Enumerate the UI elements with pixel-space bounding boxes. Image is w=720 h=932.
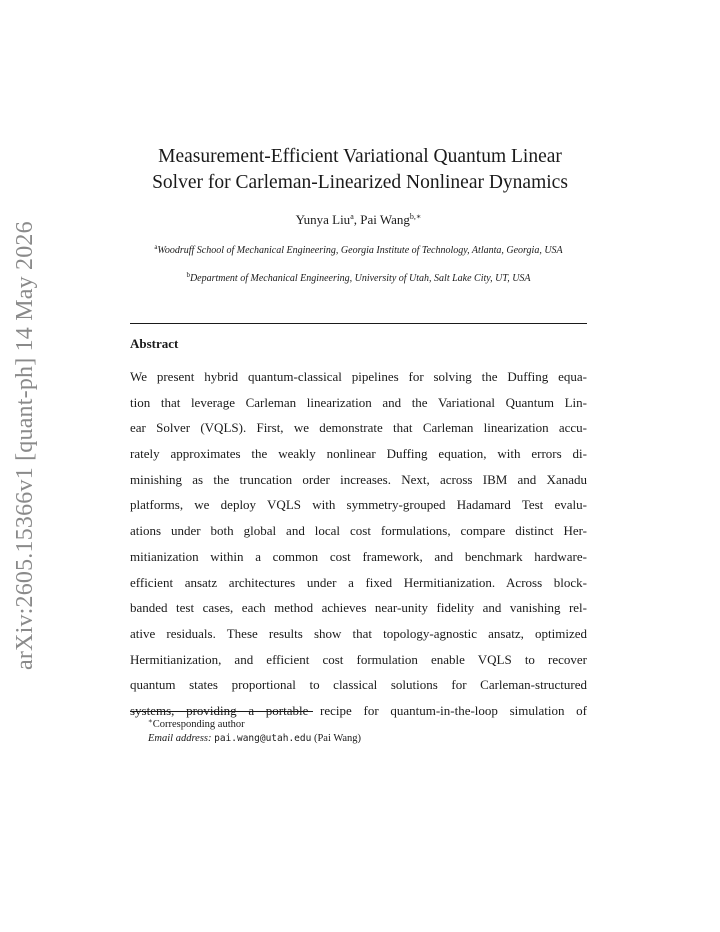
- corresponding-author-note: [148, 714, 361, 732]
- author-name-1: Yunya Liu: [295, 212, 351, 227]
- abstract-line: platforms, we deploy VQLS with symmetry-grouped Hadamard Test evalu-: [130, 497, 587, 513]
- email-label: Email address:: [148, 733, 212, 744]
- author-2-affiliation-mark: b,∗: [409, 212, 422, 221]
- affiliation-b-text: Department of Mechanical Engineering, University of Utah, Salt Lake City, UT, USA: [189, 273, 531, 284]
- abstract-line: banded test cases, each method achieves near-unity fidelity and vanishing rel-: [130, 600, 587, 616]
- footnote-mark: ∗: [148, 717, 153, 725]
- abstract-line: mitianization within a common cost framework, and benchmark hardware-: [130, 548, 587, 564]
- affiliation-a-mark: a: [154, 243, 158, 251]
- abstract-line: ear Solver (VQLS). First, we demonstrate that Carleman linearization accu-: [130, 420, 587, 436]
- abstract-line: Hermitianization, and efficient cost formulation enable VQLS to recover: [130, 651, 587, 667]
- paper-title: [100, 144, 620, 196]
- arxiv-identifier-stamp: arXiv:2605.15366v1 [quant-ph] 14 May 2026: [12, 221, 38, 670]
- abstract-body: [130, 364, 587, 724]
- abstract-line: rately approximates the weakly nonlinear Duffing equation, with errors di-: [130, 446, 587, 462]
- author-separator: ,: [353, 212, 361, 227]
- affiliation-b: [130, 269, 587, 285]
- abstract-heading: Abstract: [130, 336, 179, 351]
- abstract-line: quantum states proportional to classical solutions for Carleman-structured: [130, 677, 587, 693]
- abstract-line: minishing as the truncation order increases. Next, across IBM and Xanadu: [130, 471, 587, 487]
- abstract-line: We present hybrid quantum-classical pipelines for solving the Duffing equa-: [130, 369, 587, 384]
- author-list: [130, 212, 587, 228]
- abstract-top-rule: [130, 323, 587, 324]
- abstract-line: systems, providing a portable recipe for quantum-in-the-loop simulation of: [130, 702, 587, 718]
- affiliation-a: [130, 241, 587, 257]
- email-owner: (Pai Wang): [313, 733, 362, 744]
- abstract-line: ative residuals. These results show that topology-agnostic ansatz, optimized: [130, 625, 587, 641]
- footnote-rule: [130, 711, 313, 712]
- abstract-line: efficient ansatz architectures under a fixed Hermitianization. Across block-: [130, 574, 587, 590]
- footnote: [148, 714, 361, 746]
- email-line: [148, 732, 361, 746]
- author-name-2: Pai Wang: [360, 212, 410, 227]
- author-1-affiliation-mark: a: [350, 212, 354, 221]
- title-line-1: Measurement-Efficient Variational Quantum Linear: [158, 146, 562, 167]
- email-link[interactable]: pai.wang@utah.edu: [214, 733, 312, 744]
- abstract-line: tion that leverage Carleman linearization and the Variational Quantum Lin-: [130, 394, 587, 410]
- corresponding-author-label: Corresponding author: [152, 719, 245, 730]
- title-line-2: Solver for Carleman-Linearized Nonlinear Dynamics: [152, 172, 568, 193]
- affiliation-a-text: Woodruff School of Mechanical Engineering, Georgia Institute of Technology, Atlanta, Georgia, USA: [157, 245, 563, 256]
- abstract-line: ations under both global and local cost formulations, compare distinct Her-: [130, 523, 587, 539]
- affiliation-b-mark: b: [186, 271, 190, 279]
